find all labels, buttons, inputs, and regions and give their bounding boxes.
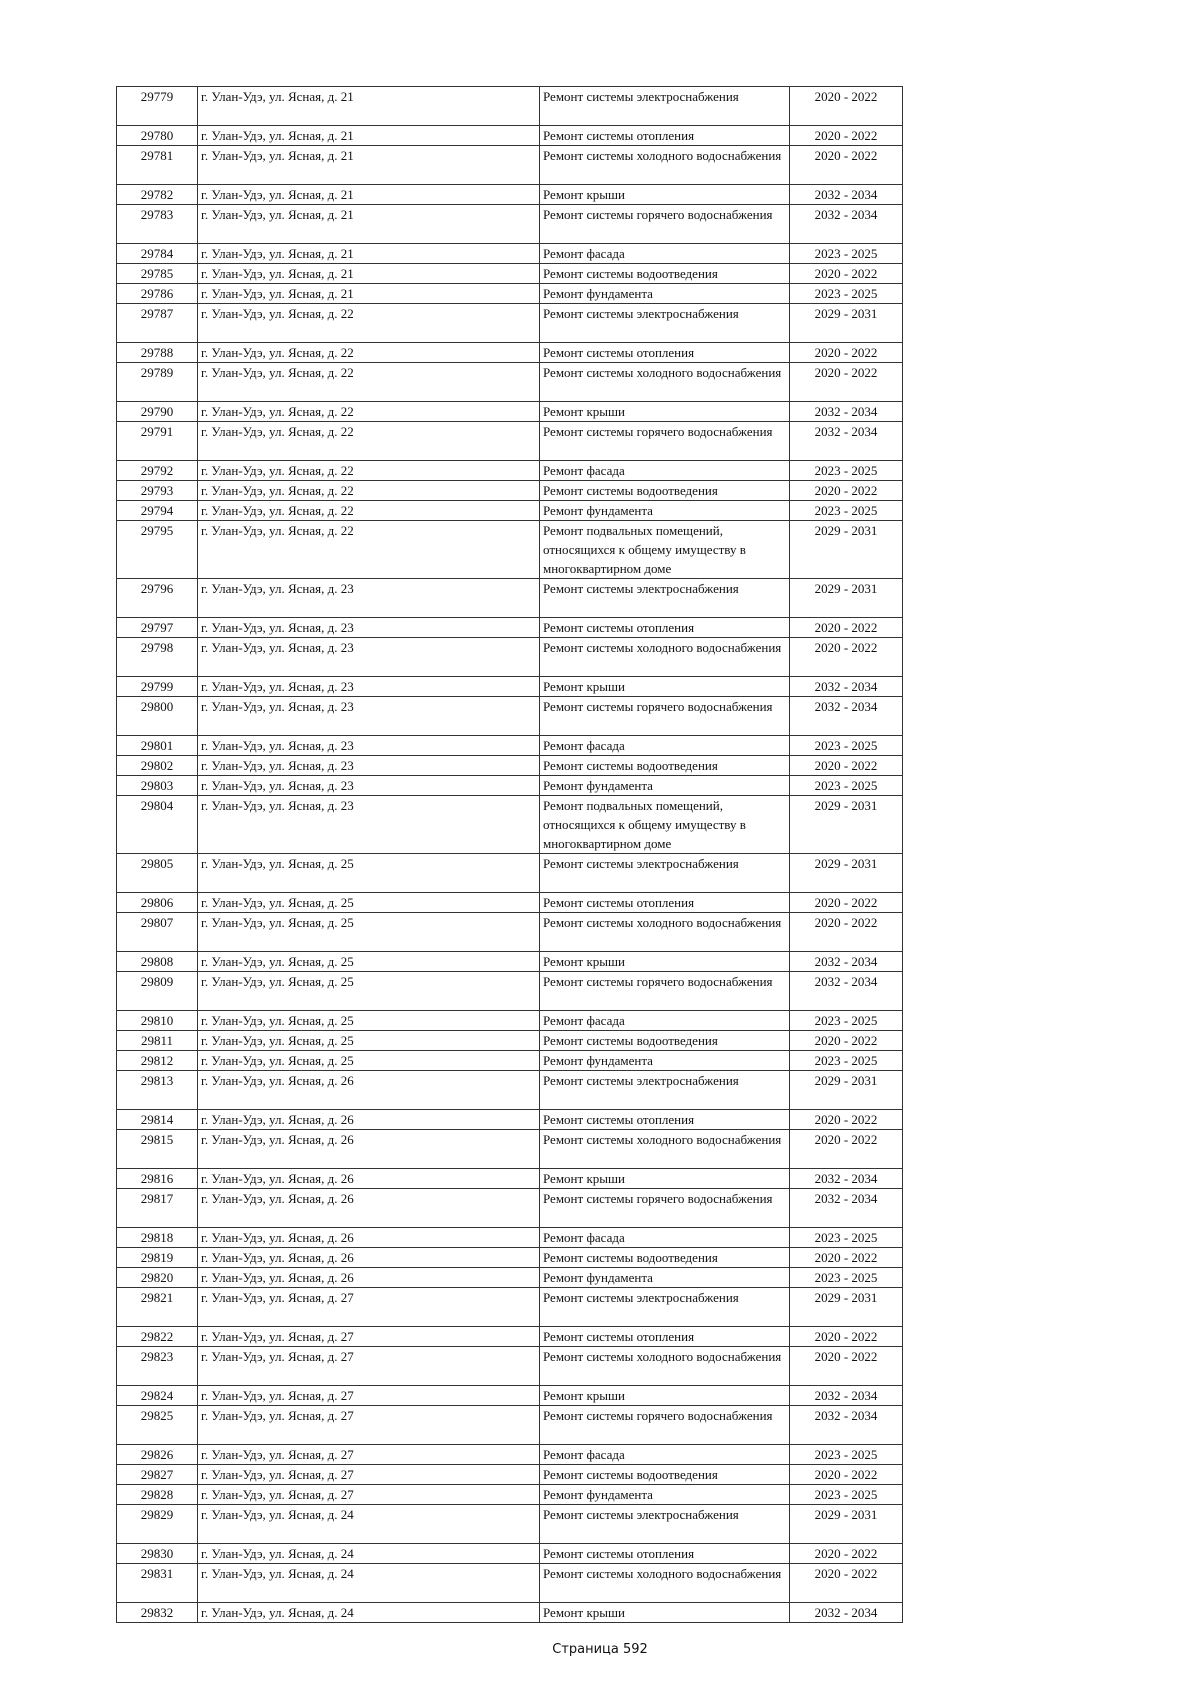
address-cell: г. Улан-Удэ, ул. Ясная, д. 25 — [198, 952, 540, 972]
period-cell: 2032 - 2034 — [790, 1169, 903, 1189]
period-cell: 2023 - 2025 — [790, 1228, 903, 1248]
period-cell: 2020 - 2022 — [790, 638, 903, 677]
row-number-cell: 29795 — [117, 521, 198, 579]
row-number-cell: 29787 — [117, 304, 198, 343]
work-type-cell: Ремонт системы горячего водоснабжения — [540, 422, 790, 461]
table-row — [117, 1051, 903, 1071]
period-cell: 2023 - 2025 — [790, 461, 903, 481]
period-cell: 2020 - 2022 — [790, 1564, 903, 1603]
table-row — [117, 1386, 903, 1406]
table-row — [117, 854, 903, 893]
work-type-cell: Ремонт системы водоотведения — [540, 1031, 790, 1051]
table-row — [117, 1505, 903, 1544]
address-cell: г. Улан-Удэ, ул. Ясная, д. 23 — [198, 697, 540, 736]
table-row — [117, 284, 903, 304]
table-row — [117, 146, 903, 185]
period-cell: 2023 - 2025 — [790, 1051, 903, 1071]
table-row — [117, 638, 903, 677]
table-row — [117, 185, 903, 205]
row-number-cell: 29783 — [117, 205, 198, 244]
work-type-cell: Ремонт системы электроснабжения — [540, 1505, 790, 1544]
work-type-cell: Ремонт фундамента — [540, 1485, 790, 1505]
table-row — [117, 677, 903, 697]
address-cell: г. Улан-Удэ, ул. Ясная, д. 22 — [198, 461, 540, 481]
work-type-cell: Ремонт фундамента — [540, 1268, 790, 1288]
address-cell: г. Улан-Удэ, ул. Ясная, д. 24 — [198, 1505, 540, 1544]
table-row — [117, 1465, 903, 1485]
work-type-cell: Ремонт системы электроснабжения — [540, 579, 790, 618]
period-cell: 2020 - 2022 — [790, 264, 903, 284]
work-type-cell: Ремонт системы водоотведения — [540, 1465, 790, 1485]
work-type-cell: Ремонт подвальных помещений, относящихся к общему имуществу в многоквартирном доме — [540, 521, 790, 579]
period-cell: 2029 - 2031 — [790, 521, 903, 579]
period-cell: 2020 - 2022 — [790, 87, 903, 126]
work-type-cell: Ремонт фундамента — [540, 776, 790, 796]
table-row — [117, 1327, 903, 1347]
work-type-cell: Ремонт крыши — [540, 1386, 790, 1406]
row-number-cell: 29805 — [117, 854, 198, 893]
address-cell: г. Улан-Удэ, ул. Ясная, д. 26 — [198, 1248, 540, 1268]
work-type-cell: Ремонт системы отопления — [540, 343, 790, 363]
period-cell: 2023 - 2025 — [790, 1268, 903, 1288]
work-type-cell: Ремонт системы отопления — [540, 618, 790, 638]
address-cell: г. Улан-Удэ, ул. Ясная, д. 22 — [198, 363, 540, 402]
period-cell: 2029 - 2031 — [790, 1071, 903, 1110]
table-row — [117, 402, 903, 422]
table-row — [117, 461, 903, 481]
table-row — [117, 1228, 903, 1248]
work-type-cell: Ремонт системы отопления — [540, 893, 790, 913]
work-type-cell: Ремонт системы отопления — [540, 1327, 790, 1347]
row-number-cell: 29814 — [117, 1110, 198, 1130]
address-cell: г. Улан-Удэ, ул. Ясная, д. 23 — [198, 618, 540, 638]
address-cell: г. Улан-Удэ, ул. Ясная, д. 22 — [198, 501, 540, 521]
period-cell: 2020 - 2022 — [790, 893, 903, 913]
period-cell: 2023 - 2025 — [790, 501, 903, 521]
work-type-cell: Ремонт системы отопления — [540, 1110, 790, 1130]
table-row — [117, 1248, 903, 1268]
row-number-cell: 29786 — [117, 284, 198, 304]
period-cell: 2032 - 2034 — [790, 677, 903, 697]
work-type-cell: Ремонт фундамента — [540, 284, 790, 304]
period-cell: 2032 - 2034 — [790, 402, 903, 422]
period-cell: 2029 - 2031 — [790, 1505, 903, 1544]
address-cell: г. Улан-Удэ, ул. Ясная, д. 26 — [198, 1189, 540, 1228]
work-type-cell: Ремонт системы холодного водоснабжения — [540, 638, 790, 677]
address-cell: г. Улан-Удэ, ул. Ясная, д. 23 — [198, 638, 540, 677]
period-cell: 2023 - 2025 — [790, 1445, 903, 1465]
table-row — [117, 205, 903, 244]
row-number-cell: 29827 — [117, 1465, 198, 1485]
period-cell: 2023 - 2025 — [790, 1011, 903, 1031]
address-cell: г. Улан-Удэ, ул. Ясная, д. 27 — [198, 1386, 540, 1406]
address-cell: г. Улан-Удэ, ул. Ясная, д. 25 — [198, 972, 540, 1011]
address-cell: г. Улан-Удэ, ул. Ясная, д. 25 — [198, 1051, 540, 1071]
table-row — [117, 1288, 903, 1327]
row-number-cell: 29806 — [117, 893, 198, 913]
table-row — [117, 521, 903, 579]
period-cell: 2032 - 2034 — [790, 1603, 903, 1623]
row-number-cell: 29800 — [117, 697, 198, 736]
row-number-cell: 29790 — [117, 402, 198, 422]
table-row — [117, 796, 903, 854]
work-type-cell: Ремонт системы электроснабжения — [540, 1288, 790, 1327]
row-number-cell: 29812 — [117, 1051, 198, 1071]
period-cell: 2020 - 2022 — [790, 481, 903, 501]
period-cell: 2020 - 2022 — [790, 1130, 903, 1169]
work-type-cell: Ремонт системы холодного водоснабжения — [540, 1347, 790, 1386]
address-cell: г. Улан-Удэ, ул. Ясная, д. 27 — [198, 1327, 540, 1347]
row-number-cell: 29822 — [117, 1327, 198, 1347]
row-number-cell: 29832 — [117, 1603, 198, 1623]
work-type-cell: Ремонт системы водоотведения — [540, 264, 790, 284]
table-row — [117, 1485, 903, 1505]
address-cell: г. Улан-Удэ, ул. Ясная, д. 23 — [198, 736, 540, 756]
work-type-cell: Ремонт системы горячего водоснабжения — [540, 697, 790, 736]
row-number-cell: 29830 — [117, 1544, 198, 1564]
address-cell: г. Улан-Удэ, ул. Ясная, д. 21 — [198, 126, 540, 146]
period-cell: 2032 - 2034 — [790, 697, 903, 736]
row-number-cell: 29809 — [117, 972, 198, 1011]
address-cell: г. Улан-Удэ, ул. Ясная, д. 21 — [198, 284, 540, 304]
address-cell: г. Улан-Удэ, ул. Ясная, д. 27 — [198, 1406, 540, 1445]
work-type-cell: Ремонт системы водоотведения — [540, 756, 790, 776]
work-type-cell: Ремонт системы горячего водоснабжения — [540, 205, 790, 244]
address-cell: г. Улан-Удэ, ул. Ясная, д. 21 — [198, 146, 540, 185]
address-cell: г. Улан-Удэ, ул. Ясная, д. 24 — [198, 1544, 540, 1564]
row-number-cell: 29780 — [117, 126, 198, 146]
table-row — [117, 343, 903, 363]
period-cell: 2023 - 2025 — [790, 1485, 903, 1505]
work-type-cell: Ремонт системы холодного водоснабжения — [540, 913, 790, 952]
row-number-cell: 29816 — [117, 1169, 198, 1189]
work-type-cell: Ремонт фасада — [540, 244, 790, 264]
row-number-cell: 29810 — [117, 1011, 198, 1031]
address-cell: г. Улан-Удэ, ул. Ясная, д. 23 — [198, 579, 540, 618]
row-number-cell: 29828 — [117, 1485, 198, 1505]
table-row — [117, 776, 903, 796]
row-number-cell: 29826 — [117, 1445, 198, 1465]
work-type-cell: Ремонт системы холодного водоснабжения — [540, 1564, 790, 1603]
row-number-cell: 29782 — [117, 185, 198, 205]
period-cell: 2032 - 2034 — [790, 952, 903, 972]
table-row — [117, 1347, 903, 1386]
row-number-cell: 29804 — [117, 796, 198, 854]
row-number-cell: 29798 — [117, 638, 198, 677]
address-cell: г. Улан-Удэ, ул. Ясная, д. 21 — [198, 264, 540, 284]
row-number-cell: 29829 — [117, 1505, 198, 1544]
table-row — [117, 972, 903, 1011]
address-cell: г. Улан-Удэ, ул. Ясная, д. 22 — [198, 304, 540, 343]
work-type-cell: Ремонт крыши — [540, 952, 790, 972]
address-cell: г. Улан-Удэ, ул. Ясная, д. 23 — [198, 776, 540, 796]
row-number-cell: 29811 — [117, 1031, 198, 1051]
address-cell: г. Улан-Удэ, ул. Ясная, д. 26 — [198, 1169, 540, 1189]
row-number-cell: 29784 — [117, 244, 198, 264]
work-type-cell: Ремонт системы электроснабжения — [540, 1071, 790, 1110]
period-cell: 2020 - 2022 — [790, 363, 903, 402]
table-row — [117, 756, 903, 776]
address-cell: г. Улан-Удэ, ул. Ясная, д. 22 — [198, 422, 540, 461]
table-row — [117, 579, 903, 618]
table-row — [117, 736, 903, 756]
period-cell: 2023 - 2025 — [790, 776, 903, 796]
period-cell: 2032 - 2034 — [790, 422, 903, 461]
work-type-cell: Ремонт системы горячего водоснабжения — [540, 1189, 790, 1228]
period-cell: 2032 - 2034 — [790, 1386, 903, 1406]
period-cell: 2020 - 2022 — [790, 126, 903, 146]
work-type-cell: Ремонт системы горячего водоснабжения — [540, 1406, 790, 1445]
work-type-cell: Ремонт системы водоотведения — [540, 1248, 790, 1268]
period-cell: 2020 - 2022 — [790, 1031, 903, 1051]
work-type-cell: Ремонт фасада — [540, 1228, 790, 1248]
row-number-cell: 29821 — [117, 1288, 198, 1327]
address-cell: г. Улан-Удэ, ул. Ясная, д. 22 — [198, 402, 540, 422]
work-type-cell: Ремонт системы холодного водоснабжения — [540, 1130, 790, 1169]
row-number-cell: 29823 — [117, 1347, 198, 1386]
address-cell: г. Улан-Удэ, ул. Ясная, д. 23 — [198, 677, 540, 697]
works-table-body — [117, 87, 903, 1623]
row-number-cell: 29815 — [117, 1130, 198, 1169]
period-cell: 2020 - 2022 — [790, 1544, 903, 1564]
work-type-cell: Ремонт системы отопления — [540, 126, 790, 146]
address-cell: г. Улан-Удэ, ул. Ясная, д. 26 — [198, 1071, 540, 1110]
work-type-cell: Ремонт крыши — [540, 1603, 790, 1623]
row-number-cell: 29799 — [117, 677, 198, 697]
period-cell: 2020 - 2022 — [790, 1327, 903, 1347]
period-cell: 2032 - 2034 — [790, 205, 903, 244]
period-cell: 2020 - 2022 — [790, 756, 903, 776]
work-type-cell: Ремонт фундамента — [540, 1051, 790, 1071]
table-row — [117, 244, 903, 264]
row-number-cell: 29803 — [117, 776, 198, 796]
table-row — [117, 1169, 903, 1189]
row-number-cell: 29831 — [117, 1564, 198, 1603]
table-row — [117, 1011, 903, 1031]
table-row — [117, 1031, 903, 1051]
row-number-cell: 29791 — [117, 422, 198, 461]
address-cell: г. Улан-Удэ, ул. Ясная, д. 27 — [198, 1347, 540, 1386]
table-row — [117, 697, 903, 736]
address-cell: г. Улан-Удэ, ул. Ясная, д. 24 — [198, 1564, 540, 1603]
row-number-cell: 29801 — [117, 736, 198, 756]
table-row — [117, 1110, 903, 1130]
period-cell: 2032 - 2034 — [790, 185, 903, 205]
table-row — [117, 952, 903, 972]
period-cell: 2032 - 2034 — [790, 972, 903, 1011]
table-row — [117, 1564, 903, 1603]
address-cell: г. Улан-Удэ, ул. Ясная, д. 26 — [198, 1130, 540, 1169]
row-number-cell: 29818 — [117, 1228, 198, 1248]
period-cell: 2023 - 2025 — [790, 736, 903, 756]
period-cell: 2020 - 2022 — [790, 146, 903, 185]
period-cell: 2020 - 2022 — [790, 1347, 903, 1386]
address-cell: г. Улан-Удэ, ул. Ясная, д. 27 — [198, 1485, 540, 1505]
address-cell: г. Улан-Удэ, ул. Ясная, д. 21 — [198, 205, 540, 244]
period-cell: 2029 - 2031 — [790, 796, 903, 854]
row-number-cell: 29792 — [117, 461, 198, 481]
work-type-cell: Ремонт фундамента — [540, 501, 790, 521]
period-cell: 2020 - 2022 — [790, 1465, 903, 1485]
period-cell: 2029 - 2031 — [790, 579, 903, 618]
row-number-cell: 29802 — [117, 756, 198, 776]
table-row — [117, 618, 903, 638]
period-cell: 2023 - 2025 — [790, 284, 903, 304]
address-cell: г. Улан-Удэ, ул. Ясная, д. 25 — [198, 1031, 540, 1051]
works-table — [116, 86, 903, 1623]
work-type-cell: Ремонт системы электроснабжения — [540, 304, 790, 343]
table-row — [117, 1130, 903, 1169]
work-type-cell: Ремонт фасада — [540, 1445, 790, 1465]
work-type-cell: Ремонт системы отопления — [540, 1544, 790, 1564]
table-row — [117, 264, 903, 284]
address-cell: г. Улан-Удэ, ул. Ясная, д. 21 — [198, 87, 540, 126]
period-cell: 2023 - 2025 — [790, 244, 903, 264]
row-number-cell: 29817 — [117, 1189, 198, 1228]
row-number-cell: 29797 — [117, 618, 198, 638]
address-cell: г. Улан-Удэ, ул. Ясная, д. 22 — [198, 481, 540, 501]
address-cell: г. Улан-Удэ, ул. Ясная, д. 26 — [198, 1110, 540, 1130]
row-number-cell: 29796 — [117, 579, 198, 618]
row-number-cell: 29820 — [117, 1268, 198, 1288]
row-number-cell: 29789 — [117, 363, 198, 402]
work-type-cell: Ремонт фасада — [540, 461, 790, 481]
address-cell: г. Улан-Удэ, ул. Ясная, д. 22 — [198, 521, 540, 579]
address-cell: г. Улан-Удэ, ул. Ясная, д. 26 — [198, 1228, 540, 1248]
period-cell: 2020 - 2022 — [790, 1110, 903, 1130]
page-number: Страница 592 — [552, 1642, 648, 1657]
address-cell: г. Улан-Удэ, ул. Ясная, д. 22 — [198, 343, 540, 363]
work-type-cell: Ремонт подвальных помещений, относящихся к общему имуществу в многоквартирном доме — [540, 796, 790, 854]
work-type-cell: Ремонт системы холодного водоснабжения — [540, 363, 790, 402]
work-type-cell: Ремонт крыши — [540, 402, 790, 422]
period-cell: 2020 - 2022 — [790, 343, 903, 363]
address-cell: г. Улан-Удэ, ул. Ясная, д. 26 — [198, 1268, 540, 1288]
row-number-cell: 29779 — [117, 87, 198, 126]
address-cell: г. Улан-Удэ, ул. Ясная, д. 21 — [198, 244, 540, 264]
table-row — [117, 1445, 903, 1465]
address-cell: г. Улан-Удэ, ул. Ясная, д. 21 — [198, 185, 540, 205]
address-cell: г. Улан-Удэ, ул. Ясная, д. 27 — [198, 1465, 540, 1485]
table-row — [117, 304, 903, 343]
work-type-cell: Ремонт системы водоотведения — [540, 481, 790, 501]
address-cell: г. Улан-Удэ, ул. Ясная, д. 23 — [198, 756, 540, 776]
period-cell: 2029 - 2031 — [790, 854, 903, 893]
work-type-cell: Ремонт системы холодного водоснабжения — [540, 146, 790, 185]
address-cell: г. Улан-Удэ, ул. Ясная, д. 27 — [198, 1288, 540, 1327]
row-number-cell: 29781 — [117, 146, 198, 185]
table-row — [117, 481, 903, 501]
period-cell: 2032 - 2034 — [790, 1189, 903, 1228]
address-cell: г. Улан-Удэ, ул. Ясная, д. 25 — [198, 1011, 540, 1031]
period-cell: 2020 - 2022 — [790, 913, 903, 952]
row-number-cell: 29793 — [117, 481, 198, 501]
period-cell: 2032 - 2034 — [790, 1406, 903, 1445]
address-cell: г. Улан-Удэ, ул. Ясная, д. 24 — [198, 1603, 540, 1623]
work-type-cell: Ремонт системы электроснабжения — [540, 854, 790, 893]
table-row — [117, 913, 903, 952]
address-cell: г. Улан-Удэ, ул. Ясная, д. 25 — [198, 893, 540, 913]
address-cell: г. Улан-Удэ, ул. Ясная, д. 23 — [198, 796, 540, 854]
row-number-cell: 29808 — [117, 952, 198, 972]
table-row — [117, 422, 903, 461]
work-type-cell: Ремонт системы электроснабжения — [540, 87, 790, 126]
address-cell: г. Улан-Удэ, ул. Ясная, д. 25 — [198, 854, 540, 893]
table-row — [117, 1268, 903, 1288]
row-number-cell: 29807 — [117, 913, 198, 952]
row-number-cell: 29785 — [117, 264, 198, 284]
table-row — [117, 1603, 903, 1623]
period-cell: 2020 - 2022 — [790, 1248, 903, 1268]
table-row — [117, 1406, 903, 1445]
row-number-cell: 29788 — [117, 343, 198, 363]
row-number-cell: 29819 — [117, 1248, 198, 1268]
address-cell: г. Улан-Удэ, ул. Ясная, д. 25 — [198, 913, 540, 952]
work-type-cell: Ремонт фасада — [540, 736, 790, 756]
row-number-cell: 29813 — [117, 1071, 198, 1110]
work-type-cell: Ремонт крыши — [540, 185, 790, 205]
period-cell: 2029 - 2031 — [790, 304, 903, 343]
work-type-cell: Ремонт системы горячего водоснабжения — [540, 972, 790, 1011]
period-cell: 2029 - 2031 — [790, 1288, 903, 1327]
work-type-cell: Ремонт крыши — [540, 1169, 790, 1189]
work-type-cell: Ремонт фасада — [540, 1011, 790, 1031]
row-number-cell: 29794 — [117, 501, 198, 521]
row-number-cell: 29824 — [117, 1386, 198, 1406]
work-type-cell: Ремонт крыши — [540, 677, 790, 697]
address-cell: г. Улан-Удэ, ул. Ясная, д. 27 — [198, 1445, 540, 1465]
table-row — [117, 893, 903, 913]
table-row — [117, 363, 903, 402]
period-cell: 2020 - 2022 — [790, 618, 903, 638]
table-row — [117, 87, 903, 126]
table-row — [117, 126, 903, 146]
table-row — [117, 1189, 903, 1228]
row-number-cell: 29825 — [117, 1406, 198, 1445]
table-row — [117, 501, 903, 521]
table-row — [117, 1544, 903, 1564]
table-row — [117, 1071, 903, 1110]
